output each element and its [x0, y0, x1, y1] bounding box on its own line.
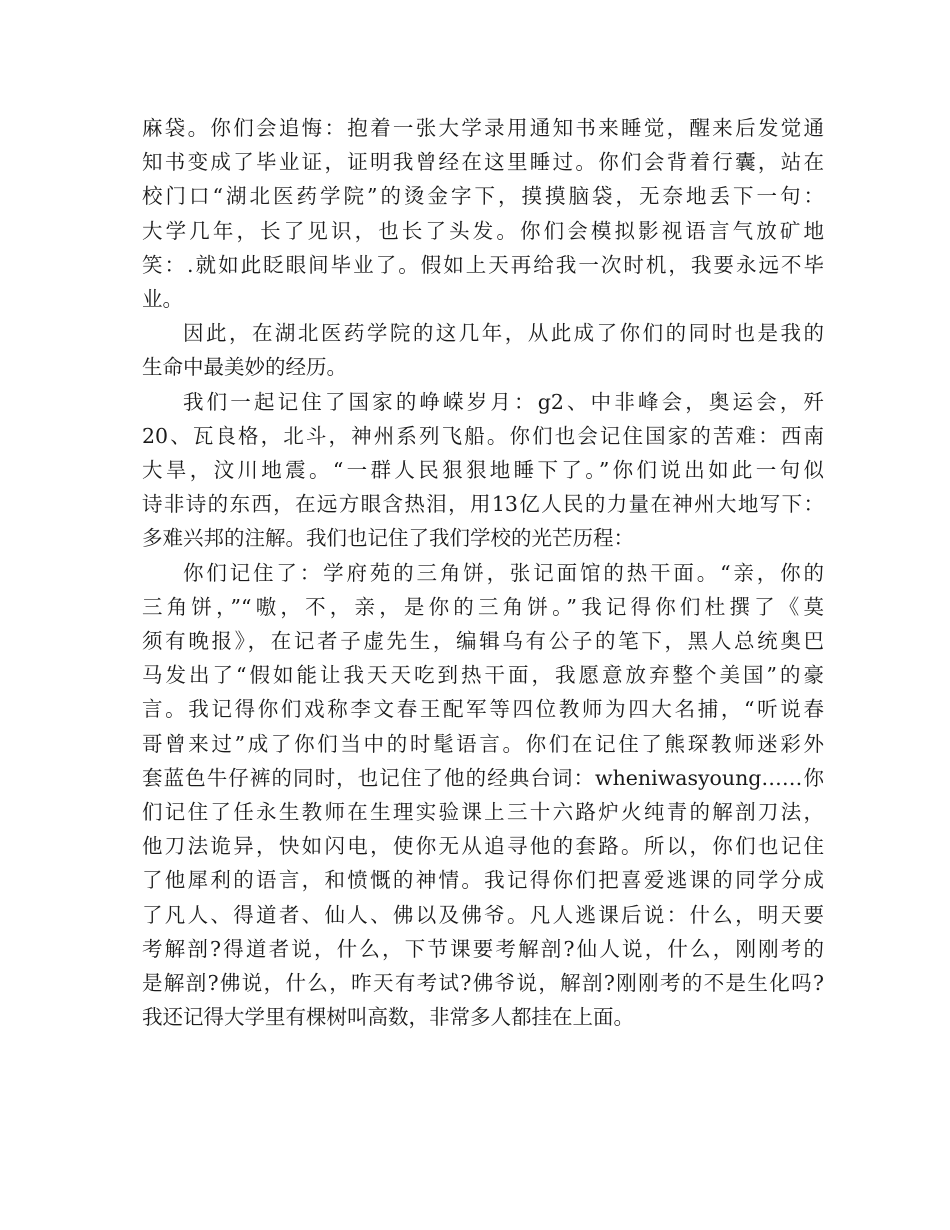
text-line: 是解剖?佛说，什么，昨天有考试?佛爷说，解剖?刚刚考的不是生化吗?	[142, 971, 824, 996]
text-line: 套蓝色牛仔裤的同时，也记住了他的经典台词：wheniwasyoung……你	[142, 765, 824, 790]
text-line: 哥曾来过”成了你们当中的时髦语言。你们在记住了熊琛教师迷彩外	[142, 731, 824, 756]
paragraph	[142, 556, 824, 1035]
text-line: 须有晚报》，在记者子虚先生，编辑乌有公子的笔下，黑人总统奥巴	[142, 629, 824, 654]
text-line: 业。	[142, 287, 183, 312]
text-line: 诗非诗的东西，在远方眼含热泪，用13亿人民的力量在神州大地写下：	[142, 492, 824, 517]
text-line: 大旱，汶川地震。“一群人民狠狠地睡下了。”你们说出如此一句似	[142, 458, 824, 483]
text-line: 大学几年，长了见识，也长了头发。你们会模拟影视语言气放矿地	[142, 218, 824, 243]
text-line: 我们一起记住了国家的峥嵘岁月：g2、中非峰会，奥运会，歼	[183, 389, 824, 414]
document-page	[142, 111, 824, 1034]
text-line: 20、瓦良格，北斗，神州系列飞船。你们也会记住国家的苦难：西南	[142, 423, 824, 448]
text-line: 知书变成了毕业证，证明我曾经在这里睡过。你们会背着行囊，站在	[142, 150, 824, 175]
text-line: 校门口“湖北医药学院”的烫金字下，摸摸脑袋，无奈地丢下一句：	[142, 184, 824, 209]
text-line: 三角饼，”“嗷，不，亲，是你的三角饼。”我记得你们杜撰了《莫	[142, 594, 824, 619]
text-line: 言。我记得你们戏称李文春王配军等四位教师为四大名捕，“听说春	[142, 697, 824, 722]
text-line: 考解剖?得道者说，什么，下节课要考解剖?仙人说，什么，刚刚考的	[142, 936, 824, 961]
text-line: 生命中最美妙的经历。	[142, 355, 347, 380]
text-line: 马发出了“假如能让我天天吃到热干面，我愿意放弃整个美国”的豪	[142, 663, 824, 688]
text-line: 多难兴邦的注解。我们也记住了我们学校的光芒历程：	[142, 526, 634, 551]
text-line: 因此，在湖北医药学院的这几年，从此成了你们的同时也是我的	[183, 321, 824, 346]
paragraph	[142, 316, 824, 384]
text-line: 了凡人、得道者、仙人、佛以及佛爷。凡人逃课后说：什么，明天要	[142, 902, 824, 927]
text-line: 笑：.就如此眨眼间毕业了。假如上天再给我一次时机，我要永远不毕	[142, 252, 824, 277]
text-line: 我还记得大学里有棵树叫高数，非常多人都挂在上面。	[142, 1005, 634, 1030]
text-line: 了他犀利的语言，和愤慨的神情。我记得你们把喜爱逃课的同学分成	[142, 868, 824, 893]
text-line: 你们记住了：学府苑的三角饼，张记面馆的热干面。“亲，你的	[183, 560, 824, 585]
text-line: 他刀法诡异，快如闪电，使你无从追寻他的套路。所以，你们也记住	[142, 834, 824, 859]
paragraph	[142, 111, 824, 316]
text-line: 麻袋。你们会追悔：抱着一张大学录用通知书来睡觉，醒来后发觉通	[142, 116, 824, 140]
text-line: 们记住了任永生教师在生理实验课上三十六路炉火纯青的解剖刀法，	[142, 800, 824, 825]
paragraph	[142, 385, 824, 556]
